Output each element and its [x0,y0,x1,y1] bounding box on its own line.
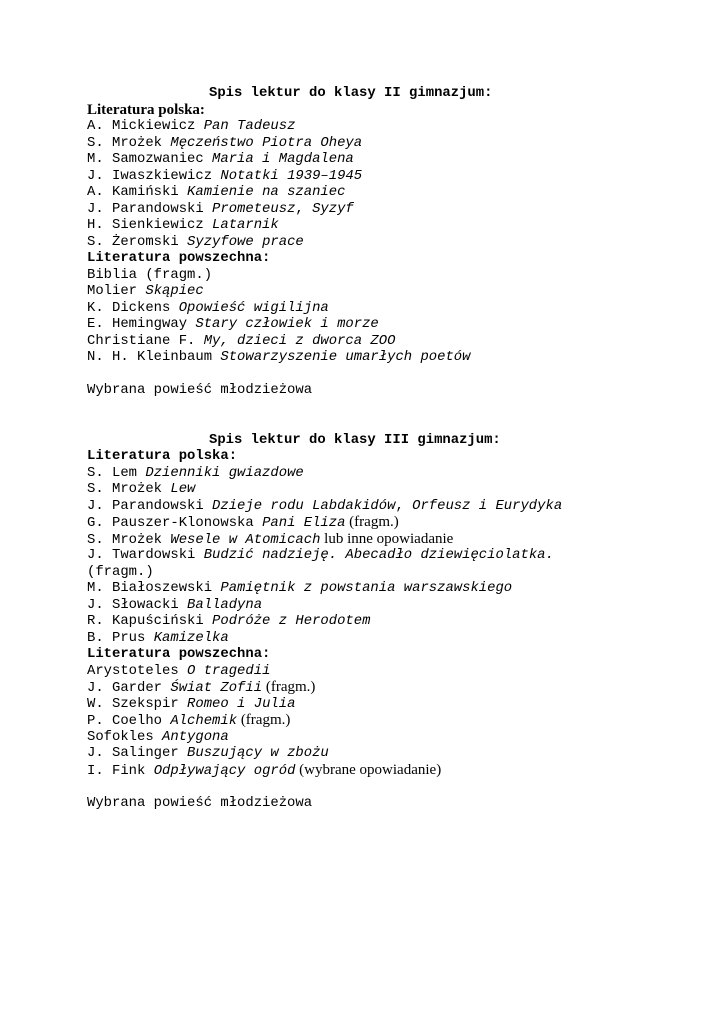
book-author: S. Mrożek [87,531,163,548]
reading-list-item [87,613,707,630]
reading-list-item [87,762,707,779]
reading-list-item [87,696,707,713]
book-author: A. Mickiewicz [87,118,196,134]
book-author: (fragm.) [87,563,154,580]
book-author: N. H. Kleinbaum [87,349,213,365]
book-title: Antygona [162,728,229,745]
book-title: O tragedii [187,662,271,679]
book-author: I. Fink [87,762,146,779]
book-author: S. Żeromski [87,233,179,250]
reading-list-item [87,531,707,548]
book-author: M. Samozwaniec [87,151,204,167]
book-title: Stary człowiek i morze [195,316,379,332]
reading-list-item [87,481,707,498]
reading-list-item [87,168,707,185]
book-author: Arystoteles [87,662,179,679]
reading-list-item [87,597,707,614]
reading-list-item [87,564,707,581]
reading-list-item [87,514,707,531]
book-author: J. Salinger [87,745,179,761]
separator: , [395,497,413,514]
book-title: Alchemik [170,713,238,729]
book-title: Dzienniki gwiazdowe [145,464,304,481]
book-author: B. Prus [87,629,146,646]
book-author: H. Sienkiewicz [87,217,204,233]
book-author: Christiane F. [87,332,196,349]
separator: , [295,200,313,217]
book-title: Odpływający ogród [153,762,296,779]
book-title: Pan Tadeusz [203,118,296,134]
book-author: J. Twardowski [87,547,196,563]
book-note: (fragm.) [262,679,316,695]
book-author: S. Mrożek [87,134,163,151]
book-title: Maria i Magdalena [212,151,354,167]
book-title: Kamizelka [153,629,229,646]
book-title: Romeo i Julia [187,695,296,712]
book-title: Lew [170,481,196,497]
reading-list-item [87,465,707,482]
spacer [87,778,707,795]
book-note: (wybrane opowiadanie) [295,761,442,778]
book-title: Skąpiec [145,283,204,299]
book-title: Budzić nadzieję. Abecadło dziewięciolatka. [203,547,554,563]
book-title: Syzyfowe prace [187,233,304,250]
section2-world-list [87,267,707,366]
section2-title: Spis lektur do klasy II gimnazjum: [209,85,493,101]
reading-list-item [87,729,707,746]
book-author: G. Pauszer-Klonowska [87,515,254,531]
book-title: My, dzieci z dworca ZOO [203,332,396,349]
section3-world-list [87,663,707,779]
book-author: J. Parandowski [87,200,204,217]
reading-list-item [87,267,707,284]
reading-list-item [87,184,707,201]
reading-list-item [87,745,707,762]
book-author: E. Hemingway [87,316,188,332]
section2-polish-list [87,118,707,250]
document-page [87,85,707,811]
book-title: Podróże z Herodotem [212,613,371,629]
book-author: P. Coelho [87,713,163,729]
book-author: W. Szekspir [87,695,179,712]
book-author: J. Iwaszkiewicz [87,167,213,184]
reading-list-item [87,316,707,333]
book-author: Molier [87,283,138,299]
reading-list-item [87,333,707,350]
book-title: Latarnik [212,217,279,233]
book-title: Pani Eliza [262,515,346,531]
book-title: Męczeństwo Piotra Oheya [170,134,363,151]
book-author: J. Parandowski [87,497,204,514]
section3-polish-list [87,465,707,647]
book-author: Biblia (fragm.) [87,266,213,283]
book-title: Syzyf [312,200,354,217]
book-title: Opowieść wigilijna [178,299,329,316]
book-title: Kamienie na szaniec [187,184,346,200]
reading-list-item [87,151,707,168]
reading-list-item [87,234,707,251]
book-author: A. Kamiński [87,184,179,200]
book-author: M. Białoszewski [87,580,213,596]
book-author: J. Słowacki [87,596,179,613]
reading-list-item [87,580,707,597]
book-author: Sofokles [87,728,154,745]
reading-list-item [87,118,707,135]
reading-list-item [87,349,707,366]
book-title: Orfeusz i Eurydyka [412,497,563,514]
book-title: Prometeusz [212,200,296,217]
reading-list-item [87,712,707,729]
book-title: Wesele w Atomicach [170,531,321,548]
reading-list-item [87,663,707,680]
book-title: Balladyna [187,596,263,613]
book-author: S. Mrożek [87,481,163,497]
section2-world-heading: Literatura powszechna: [87,250,271,266]
spacer [87,366,707,383]
book-author: J. Garder [87,680,163,696]
spacer [87,399,707,432]
book-title: Notatki 1939–1945 [220,167,363,184]
section2-polish-heading: Literatura polska: [87,101,205,118]
reading-list-item [87,498,707,515]
book-title: Świat Zofii [170,680,263,696]
book-author: S. Lem [87,464,138,481]
reading-list-item [87,201,707,218]
book-note: (fragm.) [345,514,399,530]
reading-list-item [87,135,707,152]
section3-polish-heading: Literatura polska: [87,448,238,464]
reading-list-item [87,217,707,234]
book-title: Dzieje rodu Labdakidów [212,497,396,514]
book-title: Buszujący w zbożu [187,745,329,761]
reading-list-item [87,630,707,647]
section3-title: Spis lektur do klasy III gimnazjum: [209,431,501,448]
book-note: lub inne opowiadanie [320,530,454,547]
section2-footer: Wybrana powieść młodzieżowa [87,382,313,398]
reading-list-item [87,300,707,317]
reading-list-item [87,283,707,300]
book-author: K. Dickens [87,299,171,316]
section3-footer: Wybrana powieść młodzieżowa [87,794,313,811]
reading-list-item [87,679,707,696]
book-note: (fragm.) [237,712,291,728]
reading-list-item [87,547,707,564]
book-title: Stowarzyszenie umarłych poetów [220,349,471,365]
section3-world-heading: Literatura powszechna: [87,646,271,662]
book-title: Pamiętnik z powstania warszawskiego [220,580,513,596]
book-author: R. Kapuściński [87,613,204,629]
